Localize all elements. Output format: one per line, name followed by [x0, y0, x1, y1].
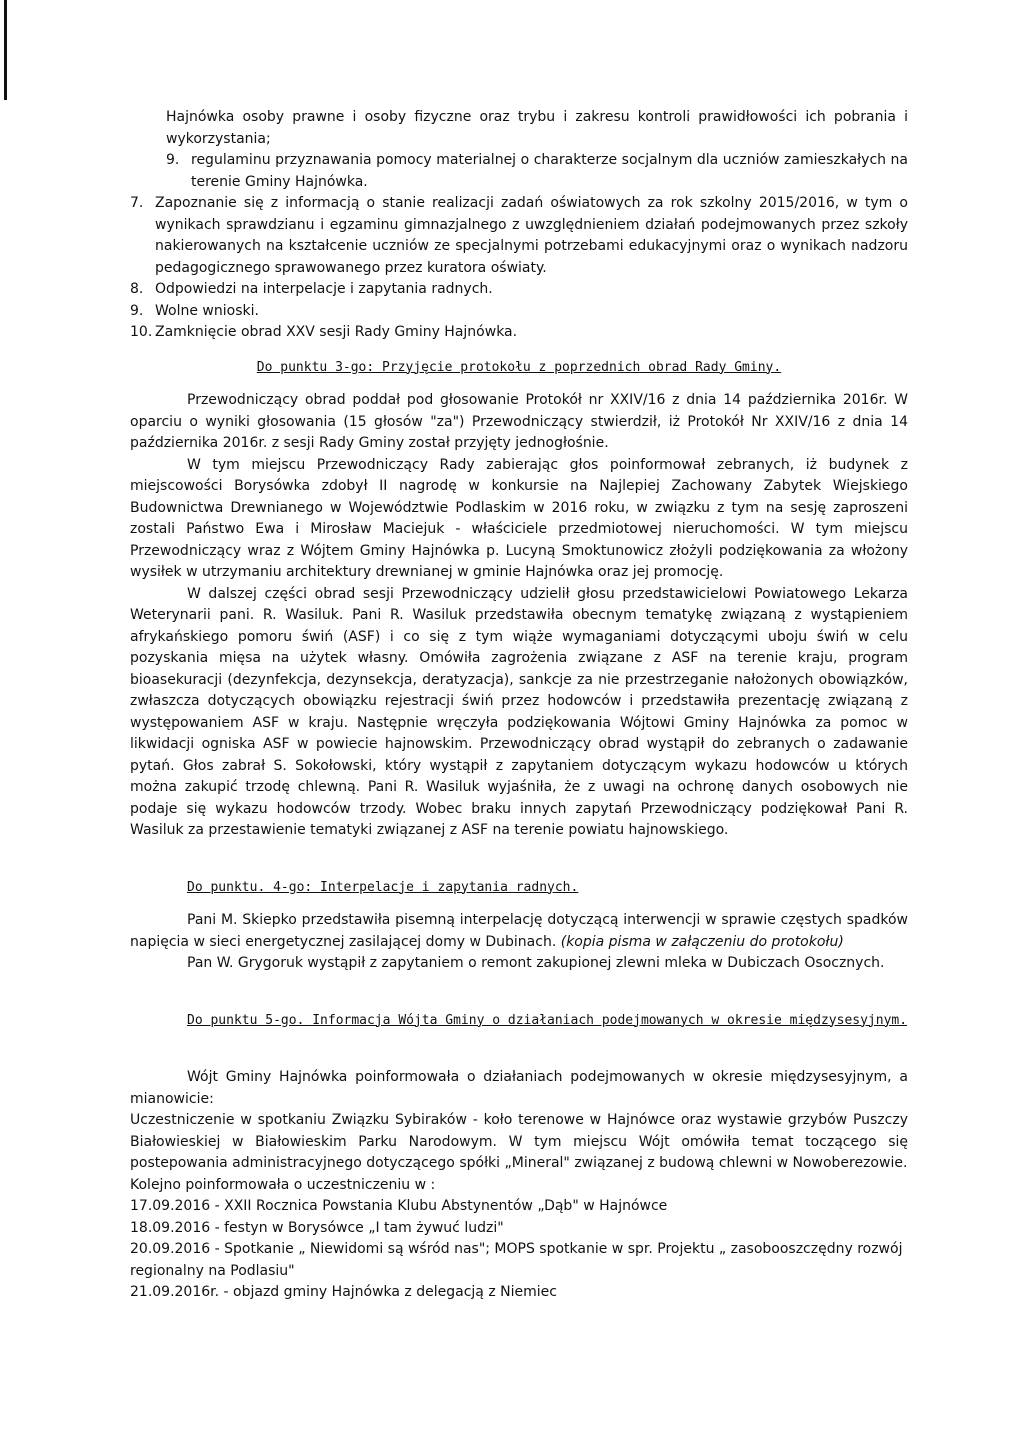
section-heading: Do punktu. 4-go: Interpelacje i zapytania radnych. — [187, 879, 579, 895]
events-list — [130, 1175, 908, 1304]
paragraph: Kolejno poinformowała o uczestniczeniu w : — [130, 1176, 436, 1193]
agenda-list — [130, 193, 908, 344]
list-continuation: Hajnówka osoby prawne i osoby fizyczne oraz trybu i zakresu kontroli prawidłowości ich pobrania i wykorzystania; — [166, 109, 908, 147]
event-item: 18.09.2016 - festyn w Borysówce „I tam żywuć ludzi" — [130, 1219, 504, 1236]
attachment-note: (kopia pisma w załączeniu do protokołu) — [560, 933, 844, 950]
agenda-item: 7. Zapoznanie się z informacją o stanie realizacji zadań oświatowych za rok szkolny 2015/2016, w tym o wynikach sprawdzianu i egzaminu gimnazjalnego z uwzględnieniem działań podejmowanych przez szkoły nakierowanych na kształcenie uczniów ze specjalnymi potrzebami edukacyjnymi oraz o wynikach nadzoru pedagogicznego sprawowanego przez kuratora oświaty. — [130, 195, 908, 276]
paragraph: W dalszej części obrad sesji Przewodniczący udzielił głosu przedstawicielowi Powiatowego Lekarza Weterynarii pani. R. Wasiluk. Pani R. Wasiluk przedstawiła obecnym tematykę związaną z wystąpieniem afrykańskiego pomoru świń (ASF) i co się z tym wiąże wymaganiami dotyczącymi uboju świń w celu pozyskania mięsa na użytek własny. Omówiła zagrożenia związane z ASF na terenie kraju, program bioasekuracji (dezynfekcja, dezynsekcja, deratyzacja), sankcje za nie przestrzeganie nałożonych obowiązków, zwłaszcza dotyczących obowiązku rejestracji świń przez hodowców i przedstawiła prezentację związaną z występowaniem ASF w kraju. Następnie wręczyła podziękowania Wójtowi Gminy Hajnówka za pomoc w likwidacji ogniska ASF w powiecie hajnowskim. Przewodniczący obrad wystąpił do zebranych o zadawanie pytań. Głos zabrał S. Sokołowski, który wystąpił z zapytaniem dotyczącym wykazu hodowców u których można zakupić trzodę chlewną. Pani R. Wasiluk wyjaśniła, że z uwagi na ochronę danych osobowych nie podaje się wykazu hodowców trzody. Wobec braku innych zapytań Przewodniczący podziękował Pani R. Wasiluk za przestawienie tematyki związanej z ASF na terenie powiatu hajnowskiego. — [130, 585, 908, 838]
agenda-item: 9. Wolne wnioski. — [130, 302, 259, 319]
event-item: 21.09.2016r. - objazd gminy Hajnówka z delegacją z Niemiec — [130, 1284, 557, 1300]
paragraph: Pani M. Skiepko przedstawiła pisemną interpelację dotyczącą interwencji w sprawie częstych spadków napięcia w sieci energetycznej zasilającej domy w Dubinach. (kopia pisma w załączeniu do protokołu) — [130, 912, 908, 950]
continued-list — [130, 107, 908, 193]
agenda-item: 8. Odpowiedzi na interpelacje i zapytania radnych. — [130, 281, 493, 297]
paragraph: Przewodniczący obrad poddał pod głosowanie Protokół nr XXIV/16 z dnia 14 października 2016r. W oparciu o wyniki głosowania (15 głosów "za") Przewodniczący stwierdził, iż Protokół Nr XXIV/16 z dnia 14 października 2016r. z sesji Rady Gminy został przyjęty jednogłośnie. — [130, 392, 908, 451]
section-heading: Do punktu 3-go: Przyjęcie protokołu z poprzednich obrad Rady Gminy. — [256, 359, 782, 375]
event-item: 20.09.2016 - Spotkanie „ Niewidomi są wśród nas"; MOPS spotkanie w spr. Projektu „ zasobooszczędny rozwój regionalny na Podlasiu" — [130, 1241, 903, 1279]
event-item: 17.09.2016 - XXII Rocznica Powstania Klubu Abstynentów „Dąb" w Hajnówce — [130, 1198, 668, 1214]
list-item: 9. regulaminu przyznawania pomocy materialnej o charakterze socjalnym dla uczniów zamieszkałych na terenie Gminy Hajnówka. — [166, 152, 908, 190]
page-edge-line — [4, 0, 7, 100]
document-page — [130, 107, 908, 1304]
section-heading: Do punktu 5-go. Informacja Wójta Gminy o działaniach podejmowanych w okresie międzysesyjnym. — [187, 1012, 908, 1028]
agenda-item: 10. Zamknięcie obrad XXV sesji Rady Gminy Hajnówka. — [130, 324, 518, 340]
paragraph: Uczestniczenie w spotkaniu Związku Sybiraków - koło terenowe w Hajnówce oraz wystawie grzybów Puszczy Białowieskiej w Białowieskim Parku Narodowym. W tym miejscu Wójt omówiła temat toczącego się postepowania administracyjnego dotyczącego spółki „Mineral" związanej z budową chlewni w Nowoberezowie. — [130, 1112, 908, 1171]
paragraph: Pan W. Grygoruk wystąpił z zapytaniem o remont zakupionej zlewni mleka w Dubiczach Osocznych. — [187, 955, 885, 971]
paragraph: Wójt Gminy Hajnówka poinformowała o działaniach podejmowanych w okresie międzysesyjnym, a mianowicie: — [130, 1069, 908, 1107]
paragraph: W tym miejscu Przewodniczący Rady zabierając głos poinformował zebranych, iż budynek z miejscowości Borysówka zdobył II nagrodę w konkursie na Najlepiej Zachowany Zabytek Wiejskiego Budownictwa Drewnianego w Województwie Podlaskim w 2016 roku, w związku z tym na sesję zaproszeni zostali Państwo Ewa i Mirosław Maciejuk - właściciele przedmiotowej nieruchomości. W tym miejscu Przewodniczący wraz z Wójtem Gminy Hajnówka p. Lucyną Smoktunowicz złożyli podziękowania za włożony wysiłek w utrzymaniu architektury drewnianej w gminie Hajnówka oraz jej promocję. — [130, 456, 908, 580]
